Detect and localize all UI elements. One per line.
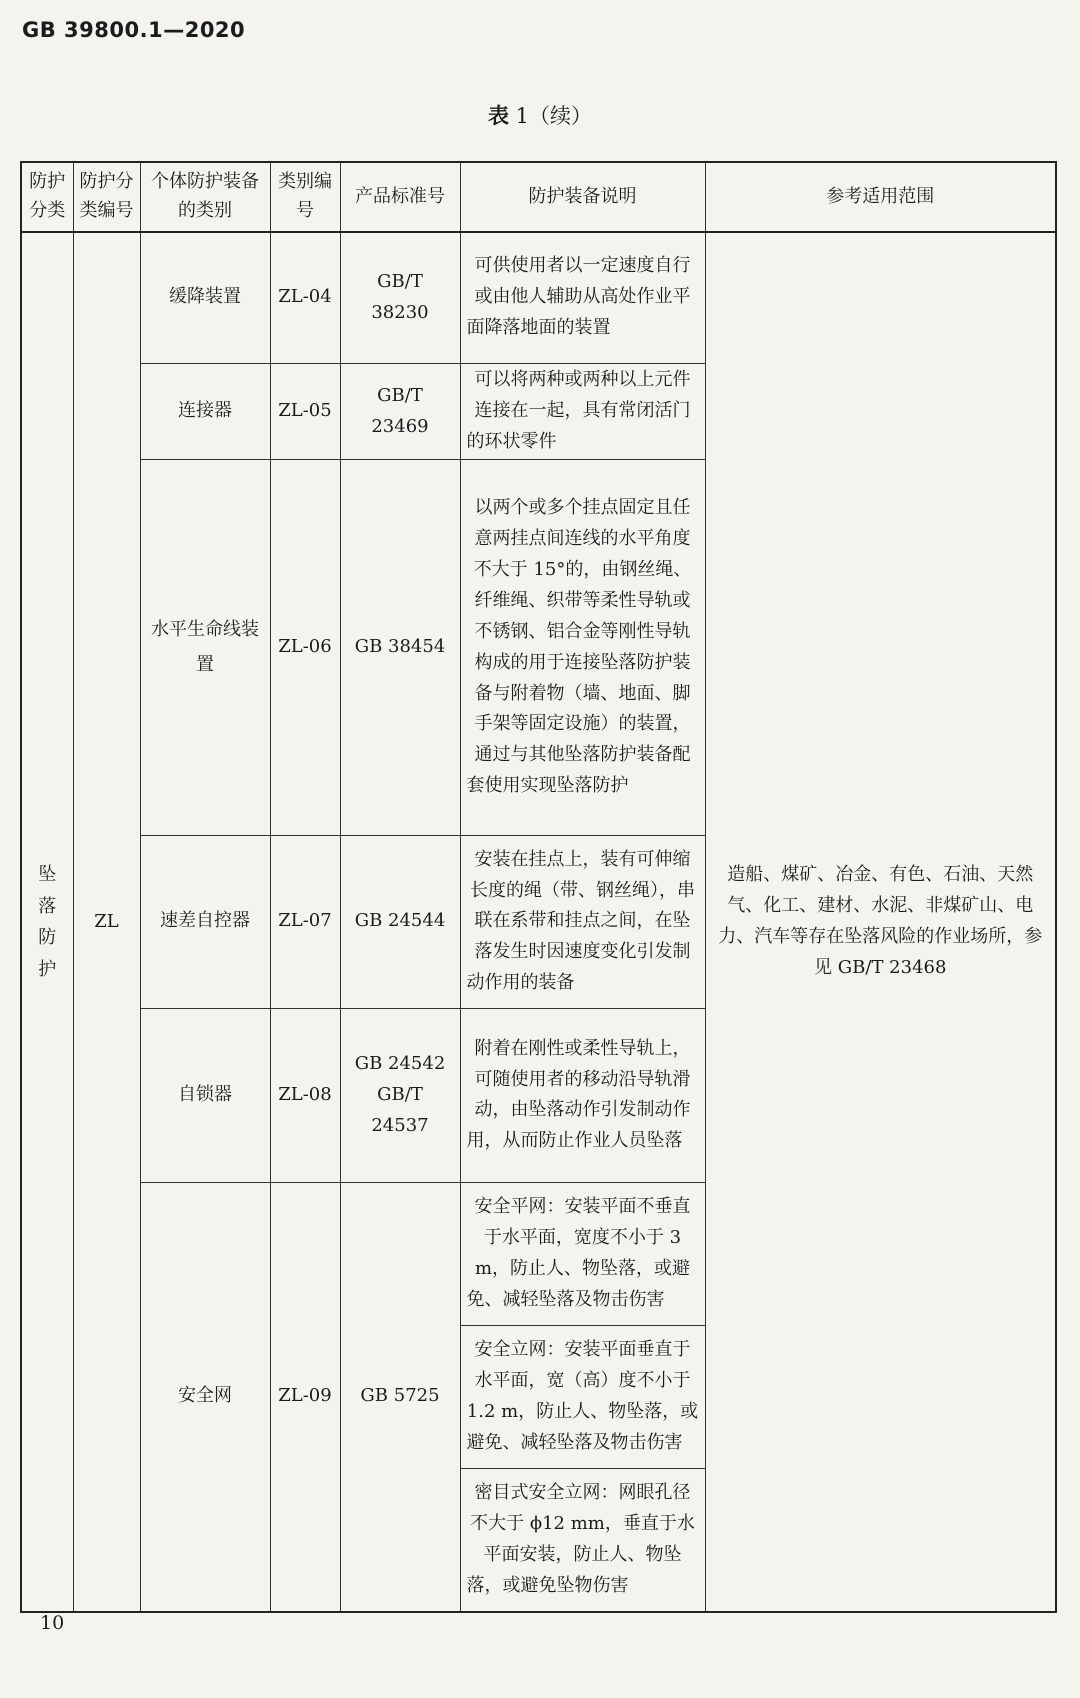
page-number: 10 (40, 1612, 65, 1634)
description-cell: 以两个或多个挂点固定且任意两挂点间连线的水平角度不大于 15°的，由钢丝绳、纤维绳、织带等柔性导轨或不锈钢、铝合金等刚性导轨构成的用于连接坠落防护装备与附着物（墙、地面、脚手架等固定设施）的装置，通过与其他坠落防护装备配套使用实现坠落防护 (460, 460, 705, 835)
col-header-type-code: 类别编号 (270, 162, 340, 232)
standard-cell (340, 1009, 460, 1183)
type-code-cell: ZL-07 (270, 835, 340, 1009)
table-header-row (21, 162, 1056, 232)
equipment-type-cell: 安全网 (140, 1182, 270, 1612)
table-title (0, 100, 1080, 130)
type-code-cell: ZL-09 (270, 1182, 340, 1612)
type-code-cell: ZL-05 (270, 363, 340, 460)
standard-line: GB/T 24537 (371, 1083, 429, 1136)
standard-cell: GB 38454 (340, 460, 460, 835)
table-title-label: 表 (487, 103, 509, 128)
description-cell: 密目式安全立网：网眼孔径不大于 ϕ12 mm，垂直于水平面安装，防止人、物坠落，或避免坠物伤害 (460, 1469, 705, 1612)
equipment-type-cell: 连接器 (140, 363, 270, 460)
type-code-cell: ZL-08 (270, 1009, 340, 1183)
standard-table (20, 161, 1057, 1613)
equipment-type-cell: 缓降装置 (140, 232, 270, 363)
table-title-suffix: 1（续） (508, 104, 593, 128)
type-code-cell: ZL-06 (270, 460, 340, 835)
standard-cell: GB 24544 (340, 835, 460, 1009)
description-cell: 可供使用者以一定速度自行或由他人辅助从高处作业平面降落地面的装置 (460, 232, 705, 363)
table-row (21, 232, 1056, 363)
standard-line: GB 24542 (354, 1053, 446, 1075)
col-header-category: 防护分类 (21, 162, 73, 232)
col-header-description: 防护装备说明 (460, 162, 705, 232)
equipment-type-cell: 速差自控器 (140, 835, 270, 1009)
standard-cell: GB/T 23469 (340, 363, 460, 460)
category-char: 护 (38, 958, 57, 980)
col-header-scope: 参考适用范围 (705, 162, 1056, 232)
col-header-standard-no: 产品标准号 (340, 162, 460, 232)
equipment-type-cell: 自锁器 (140, 1009, 270, 1183)
category-char: 防 (38, 927, 57, 948)
scope-cell: 造船、煤矿、冶金、有色、石油、天然气、化工、建材、水泥、非煤矿山、电力、汽车等存在坠落风险的作业场所，参见 GB/T 23468 (705, 232, 1056, 1612)
category-char: 坠 (38, 864, 57, 885)
description-cell: 附着在刚性或柔性导轨上，可随使用者的移动沿导轨滑动，由坠落动作引发制动作用，从而防止作业人员坠落 (460, 1009, 705, 1183)
description-cell: 可以将两种或两种以上元件连接在一起，具有常闭活门的环状零件 (460, 363, 705, 460)
description-cell: 安全平网：安装平面不垂直于水平面，宽度不小于 3 m，防止人、物坠落，或避免、减轻坠落及物击伤害 (460, 1182, 705, 1325)
category-code-cell: ZL (73, 232, 140, 1612)
description-cell: 安装在挂点上，装有可伸缩长度的绳（带、钢丝绳），串联在系带和挂点之间，在坠落发生时因速度变化引发制动作用的装备 (460, 835, 705, 1009)
col-header-equipment-type: 个体防护装备的类别 (140, 162, 270, 232)
standard-cell: GB/T 38230 (340, 232, 460, 363)
equipment-type-cell: 水平生命线装置 (140, 460, 270, 835)
description-cell: 安全立网：安装平面垂直于水平面，宽（高）度不小于 1.2 m，防止人、物坠落，或避免、减轻坠落及物击伤害 (460, 1325, 705, 1468)
category-char: 落 (38, 895, 57, 917)
standard-cell: GB 5725 (340, 1182, 460, 1612)
col-header-category-code: 防护分类编号 (73, 162, 140, 232)
category-cell (21, 232, 73, 1612)
type-code-cell: ZL-04 (270, 232, 340, 363)
document-header: GB 39800.1—2020 (22, 18, 246, 42)
